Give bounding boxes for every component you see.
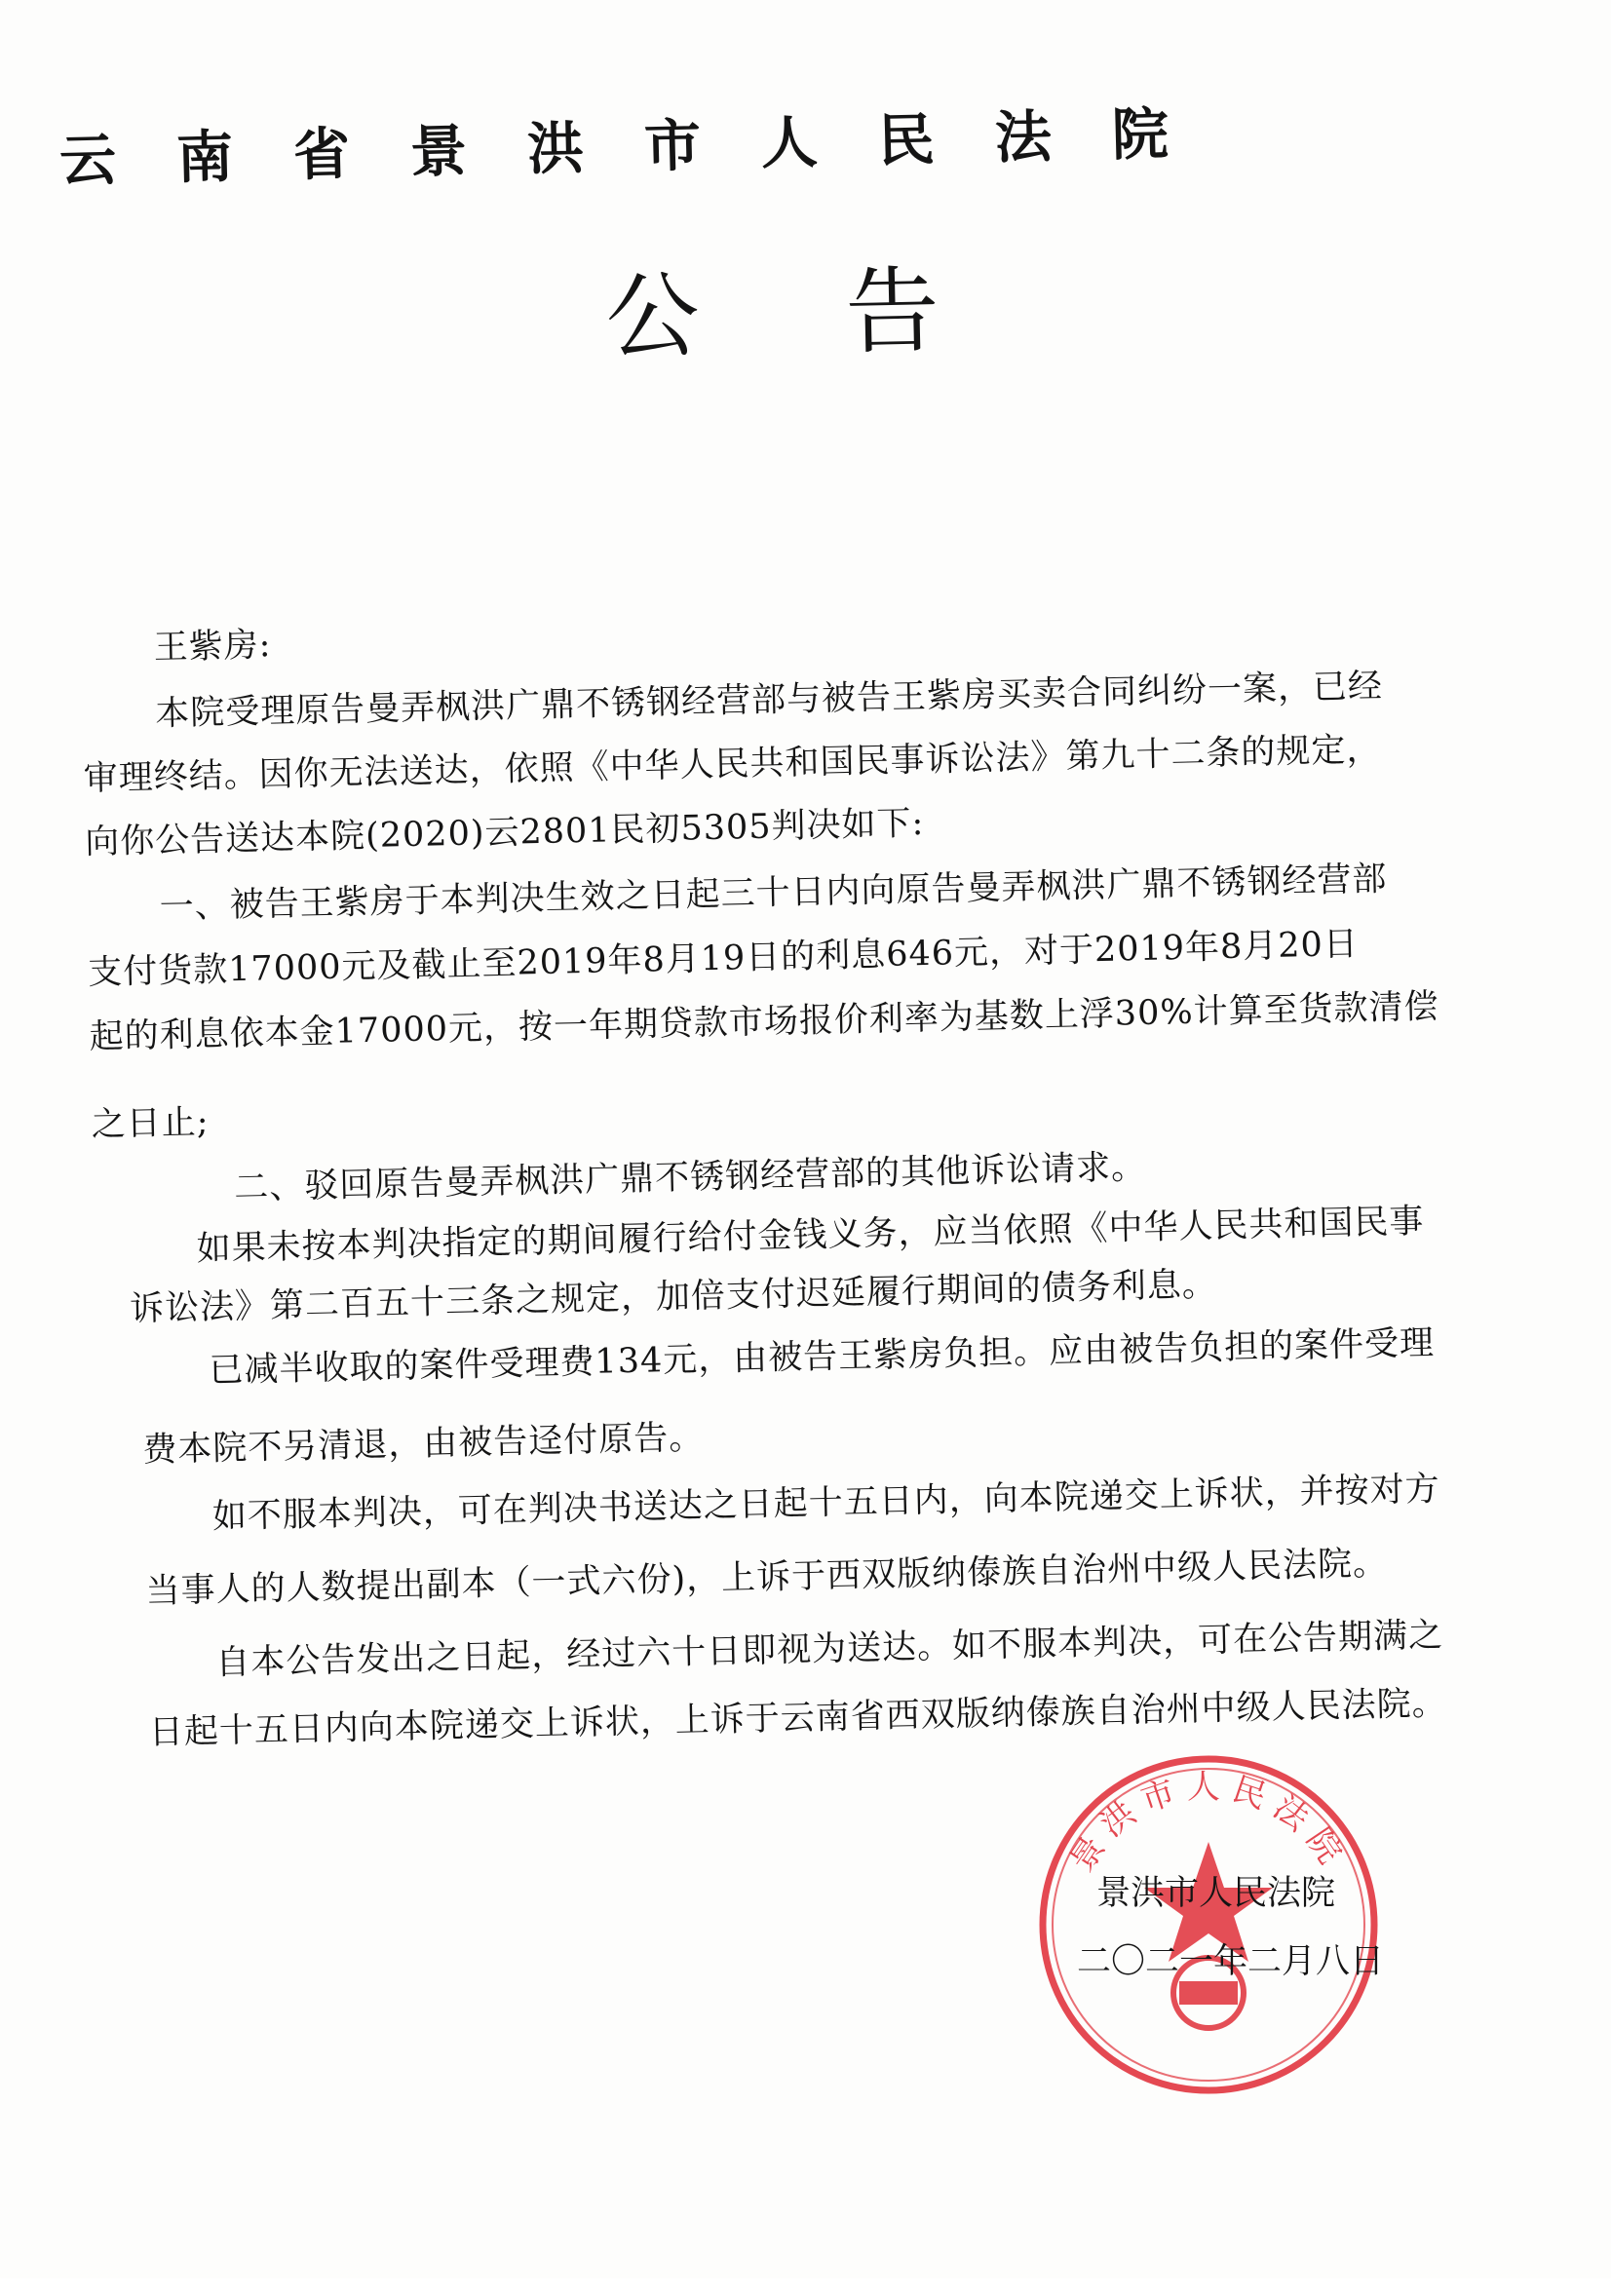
seal-gate <box>1179 1981 1238 2005</box>
body-line: 之日止; <box>91 1102 210 1145</box>
seal-arc-textpath: 景洪市人民法院 <box>1062 1768 1355 1879</box>
body-line: 费本院不另清退，由被告迳付原告。 <box>141 1418 705 1471</box>
addressee: 王紫房: <box>153 626 272 668</box>
body-line: 支付货款17000元及截止至2019年8月19日的利息646元，对于2019年8月20日 <box>87 924 1360 993</box>
body-line: 一、被告王紫房于本判决生效之日起三十日内向原告曼弄枫洪广鼎不锈钢经营部 <box>159 860 1388 927</box>
body-line: 如果未按本判决指定的期间履行给付金钱义务，应当依照《中华人民共和国民事 <box>196 1202 1425 1270</box>
body-line: 二、驳回原告曼弄枫洪广鼎不锈钢经营部的其他诉讼请求。 <box>233 1147 1147 1208</box>
body-line: 自本公告发出之日起，经过六十日即视为送达。如不服本判决，可在公告期满之 <box>214 1616 1444 1683</box>
notice-title: 公告 <box>604 252 1087 372</box>
body-line: 向你公告送达本院(2020)云2801民初5305判决如下: <box>84 804 925 862</box>
body-line: 如不服本判决，可在判决书送达之日起十五日内，向本院递交上诉状，并按对方 <box>211 1470 1441 1537</box>
body-line: 已减半收取的案件受理费134元，由被告王紫房负担。应由被告负担的案件受理 <box>209 1323 1436 1391</box>
body-line: 本院受理原告曼弄枫洪广鼎不锈钢经营部与被告王紫房买卖合同纠纷一案，已经 <box>154 667 1384 734</box>
body-line: 当事人的人数提出副本（一式六份)，上诉于西双版纳傣族自治州中级人民法院。 <box>145 1544 1389 1612</box>
court-seal <box>1033 1749 1384 2100</box>
body-line: 审理终结。因你无法送达，依照《中华人民共和国民事诉讼法》第九十二条的规定， <box>83 730 1382 799</box>
signature-date: 二〇二一年二月八日 <box>1077 1942 1385 1981</box>
body-line: 起的利息依本金17000元，按一年期贷款市场报价利率为基数上浮30%计算至货款清偿 <box>89 987 1439 1057</box>
signature-court: 景洪市人民法院 <box>1096 1874 1336 1913</box>
body-line: 诉讼法》第二百五十三条之规定，加倍支付迟延履行期间的债务利息。 <box>129 1265 1218 1329</box>
court-name-heading: 云南省景洪市人民法院 <box>58 98 1230 194</box>
body-line: 日起十五日内向本院递交上诉状，上诉于云南省西双版纳傣族自治州中级人民法院。 <box>148 1684 1448 1753</box>
